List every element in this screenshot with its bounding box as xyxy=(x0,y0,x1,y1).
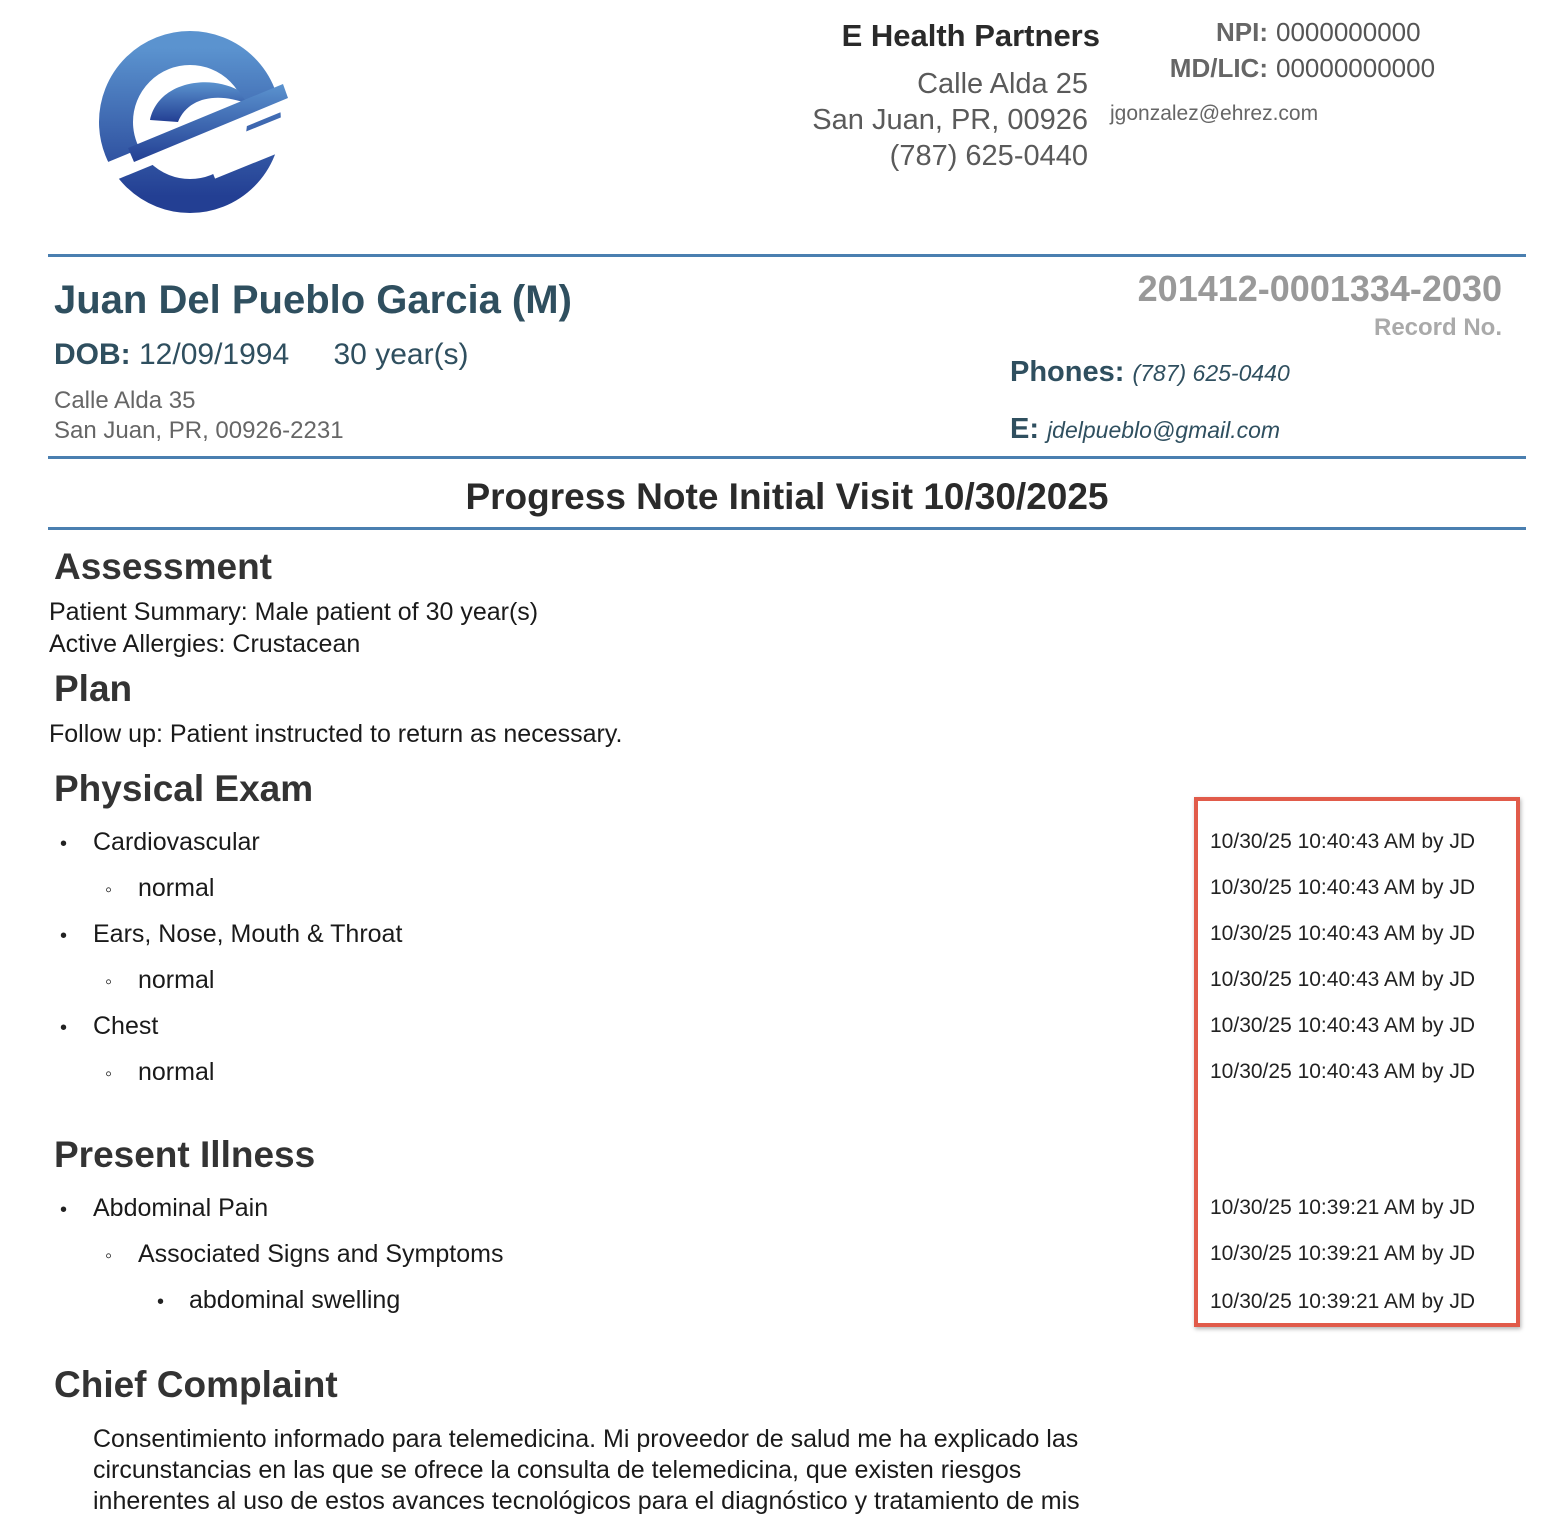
patient-divider xyxy=(48,456,1526,459)
assessment-heading: Assessment xyxy=(54,546,273,587)
phones-label: Phones: xyxy=(1010,356,1125,388)
clinic-email: jgonzalez@ehrez.com xyxy=(1110,102,1319,125)
illness-item: abdominal swelling xyxy=(189,1286,401,1314)
email-value: jdelpueblo@gmail.com xyxy=(1047,417,1281,443)
bullet-disc: • xyxy=(157,1291,165,1313)
npi-value: 0000000000 xyxy=(1276,17,1421,47)
active-allergies: Active Allergies: Crustacean xyxy=(49,630,361,658)
illness-item: Associated Signs and Symptoms xyxy=(138,1240,504,1268)
timestamp: 10/30/25 10:40:43 AM by JD xyxy=(1210,1014,1476,1037)
chief-complaint-heading: Chief Complaint xyxy=(54,1364,338,1405)
chief-complaint-line: circunstancias en las que se ofrece la consulta de telemedicina, que existen riesgos xyxy=(93,1456,1022,1484)
phones-value: (787) 625-0440 xyxy=(1132,360,1290,386)
clinic-address-line2: San Juan, PR, 00926 xyxy=(812,104,1088,136)
exam-item: normal xyxy=(138,874,215,902)
timestamp: 10/30/25 10:39:21 AM by JD xyxy=(1210,1290,1476,1313)
e-logo-icon xyxy=(88,12,298,226)
bullet-disc: • xyxy=(60,925,68,947)
timestamp: 10/30/25 10:40:43 AM by JD xyxy=(1210,876,1476,899)
bullet-disc: • xyxy=(60,1017,68,1039)
timestamp: 10/30/25 10:40:43 AM by JD xyxy=(1210,1060,1476,1083)
exam-item: normal xyxy=(138,1058,215,1086)
physical-exam-heading: Physical Exam xyxy=(54,768,314,809)
chief-complaint-text xyxy=(93,1424,1173,1517)
patient-address-line2: San Juan, PR, 00926-2231 xyxy=(54,417,344,444)
timestamp: 10/30/25 10:39:21 AM by JD xyxy=(1210,1196,1476,1219)
patient-address-line1: Calle Alda 35 xyxy=(54,387,196,414)
bullet-circle: ◦ xyxy=(105,1063,113,1085)
patient-dob xyxy=(54,338,469,372)
npi-label: NPI: xyxy=(1216,17,1268,47)
timestamp: 10/30/25 10:40:43 AM by JD xyxy=(1210,922,1476,945)
bullet-circle: ◦ xyxy=(105,879,113,901)
chief-complaint-line: inherentes al uso de estos avances tecnológicos para el diagnóstico y tratamiento de mis xyxy=(93,1487,1080,1515)
provider-ids xyxy=(1110,14,1510,132)
clinic-phone: (787) 625-0440 xyxy=(889,140,1088,172)
timestamp: 10/30/25 10:40:43 AM by JD xyxy=(1210,968,1476,991)
patient-phones xyxy=(1010,356,1290,389)
record-label: Record No. xyxy=(1373,314,1502,341)
dob-value: 12/09/1994 xyxy=(139,338,290,371)
clinic-address xyxy=(812,66,1088,174)
lic-value: 00000000000 xyxy=(1276,53,1436,83)
dob-label: DOB: xyxy=(54,338,131,371)
clinic-name: E Health Partners xyxy=(841,18,1100,53)
patient-age: 30 year(s) xyxy=(333,338,469,371)
patient-address xyxy=(54,386,344,446)
exam-item: Chest xyxy=(93,1012,159,1040)
bullet-disc: • xyxy=(60,1199,68,1221)
exam-item: Cardiovascular xyxy=(93,828,260,856)
present-illness-heading: Present Illness xyxy=(54,1134,316,1175)
clinic-address-line1: Calle Alda 25 xyxy=(917,68,1088,100)
bullet-disc: • xyxy=(60,833,68,855)
title-divider xyxy=(48,527,1526,530)
lic-label: MD/LIC: xyxy=(1169,53,1268,83)
note-title: Progress Note Initial Visit 10/30/2025 xyxy=(465,476,1109,517)
plan-heading: Plan xyxy=(54,668,133,709)
patient-summary: Patient Summary: Male patient of 30 year(s) xyxy=(49,598,539,626)
patient-name: Juan Del Pueblo Garcia (M) xyxy=(54,278,572,322)
exam-item: Ears, Nose, Mouth & Throat xyxy=(93,920,403,948)
email-label: E: xyxy=(1010,413,1039,445)
illness-item: Abdominal Pain xyxy=(93,1194,269,1222)
patient-email xyxy=(1010,413,1280,446)
chief-complaint-line: Consentimiento informado para telemedicina. Mi proveedor de salud me ha explicado las xyxy=(93,1425,1079,1453)
follow-up: Follow up: Patient instructed to return as necessary. xyxy=(49,720,623,748)
record-number: 201412-0001334-2030 xyxy=(1137,268,1502,309)
header-divider xyxy=(48,254,1526,257)
bullet-circle: ◦ xyxy=(105,1245,113,1267)
exam-item: normal xyxy=(138,966,215,994)
timestamp: 10/30/25 10:39:21 AM by JD xyxy=(1210,1242,1476,1265)
timestamp: 10/30/25 10:40:43 AM by JD xyxy=(1210,830,1476,853)
bullet-circle: ◦ xyxy=(105,971,113,993)
